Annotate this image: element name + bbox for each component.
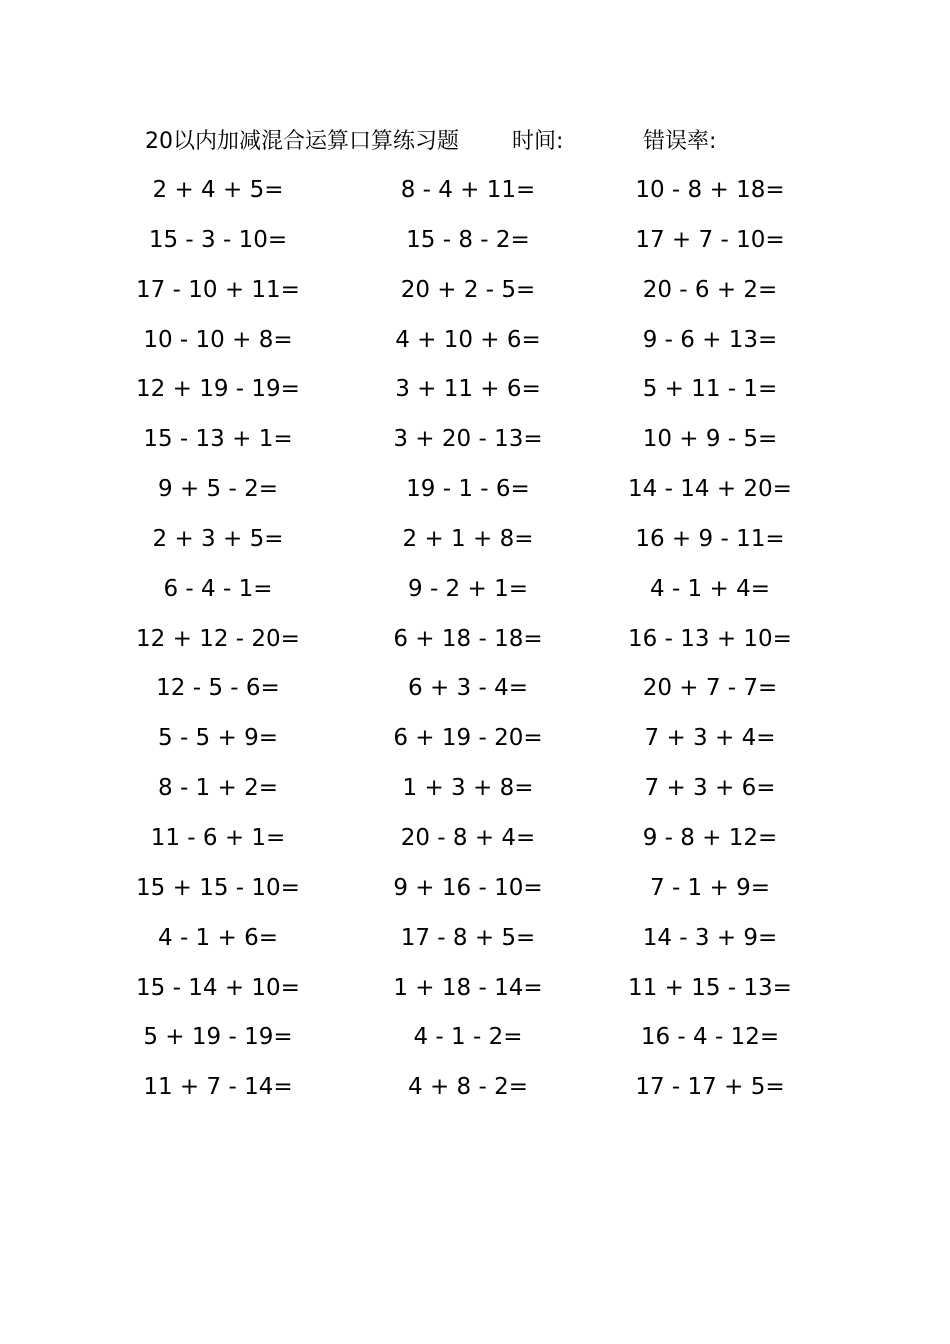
problem-row	[0, 316, 950, 366]
problem-row	[0, 914, 950, 964]
arithmetic-problem: 15 - 14 + 10=	[136, 974, 300, 1001]
arithmetic-problem: 9 - 6 + 13=	[642, 326, 778, 353]
problem-row	[0, 615, 950, 665]
arithmetic-problem: 4 - 1 + 4=	[650, 575, 770, 602]
problem-row	[0, 1063, 950, 1113]
arithmetic-problem: 6 + 3 - 4=	[408, 675, 528, 702]
arithmetic-problem: 9 + 16 - 10=	[393, 874, 543, 901]
problem-row	[0, 216, 950, 266]
arithmetic-problem: 4 + 10 + 6=	[395, 326, 541, 353]
arithmetic-problem: 17 - 10 + 11=	[136, 276, 300, 303]
arithmetic-problem: 6 - 4 - 1=	[163, 575, 273, 602]
arithmetic-problem: 11 - 6 + 1=	[150, 824, 286, 851]
arithmetic-problem: 20 - 8 + 4=	[400, 824, 536, 851]
problem-row	[0, 1013, 950, 1063]
time-label: 时间:	[512, 129, 564, 154]
arithmetic-problem: 17 + 7 - 10=	[635, 226, 785, 253]
arithmetic-problem: 8 - 1 + 2=	[158, 775, 278, 802]
arithmetic-problem: 20 + 2 - 5=	[400, 276, 536, 303]
arithmetic-problem: 14 - 3 + 9=	[642, 924, 778, 951]
problem-row	[0, 714, 950, 764]
problem-row	[0, 415, 950, 465]
arithmetic-problem: 3 + 20 - 13=	[393, 426, 543, 453]
arithmetic-problem: 10 - 8 + 18=	[635, 177, 785, 203]
problem-row	[0, 465, 950, 515]
arithmetic-problem: 15 - 3 - 10=	[148, 226, 288, 253]
error-rate-label: 错误率:	[643, 129, 717, 154]
problem-row	[0, 814, 950, 864]
arithmetic-problem: 8 - 4 + 11=	[400, 177, 536, 203]
problem-row	[0, 664, 950, 714]
arithmetic-problem: 3 + 11 + 6=	[395, 376, 541, 403]
arithmetic-problem: 15 + 15 - 10=	[136, 874, 300, 901]
arithmetic-problem: 10 + 9 - 5=	[642, 426, 778, 453]
arithmetic-problem: 7 + 3 + 6=	[644, 775, 776, 802]
arithmetic-problem: 12 + 12 - 20=	[136, 625, 300, 652]
problem-row	[0, 166, 950, 216]
arithmetic-problem: 9 + 5 - 2=	[158, 476, 278, 503]
arithmetic-problem: 4 - 1 - 2=	[413, 1024, 523, 1051]
arithmetic-problem: 20 + 7 - 7=	[642, 675, 778, 702]
arithmetic-problem: 6 + 19 - 20=	[393, 725, 543, 752]
problem-row	[0, 764, 950, 814]
arithmetic-problem: 12 + 19 - 19=	[136, 376, 300, 403]
problem-row	[0, 565, 950, 615]
arithmetic-problem: 17 - 8 + 5=	[400, 924, 536, 951]
problem-row	[0, 365, 950, 415]
arithmetic-problem: 7 + 3 + 4=	[644, 725, 776, 752]
arithmetic-problem: 16 + 9 - 11=	[635, 525, 785, 552]
arithmetic-problem: 9 - 8 + 12=	[642, 824, 778, 851]
arithmetic-problem: 20 - 6 + 2=	[642, 276, 778, 303]
arithmetic-problem: 15 - 13 + 1=	[143, 426, 293, 453]
problem-grid	[0, 166, 950, 1113]
worksheet-title: 20以内加减混合运算口算练习题	[145, 129, 459, 154]
arithmetic-problem: 10 - 10 + 8=	[143, 326, 293, 353]
problem-row	[0, 266, 950, 316]
arithmetic-problem: 7 - 1 + 9=	[650, 874, 770, 901]
arithmetic-problem: 2 + 4 + 5=	[152, 177, 284, 203]
arithmetic-problem: 6 + 18 - 18=	[393, 625, 543, 652]
arithmetic-problem: 11 + 7 - 14=	[143, 1074, 293, 1101]
arithmetic-problem: 5 - 5 + 9=	[158, 725, 278, 752]
arithmetic-problem: 19 - 1 - 6=	[406, 476, 530, 503]
arithmetic-problem: 14 - 14 + 20=	[628, 476, 792, 503]
problem-row	[0, 964, 950, 1014]
arithmetic-problem: 16 - 13 + 10=	[628, 625, 792, 652]
arithmetic-problem: 11 + 15 - 13=	[628, 974, 792, 1001]
arithmetic-problem: 4 - 1 + 6=	[158, 924, 278, 951]
worksheet-header	[145, 122, 845, 162]
arithmetic-problem: 15 - 8 - 2=	[406, 226, 530, 253]
arithmetic-problem: 1 + 3 + 8=	[402, 775, 534, 802]
arithmetic-problem: 9 - 2 + 1=	[408, 575, 528, 602]
arithmetic-problem: 2 + 1 + 8=	[402, 525, 534, 552]
arithmetic-problem: 2 + 3 + 5=	[152, 525, 284, 552]
problem-row	[0, 515, 950, 565]
arithmetic-problem: 4 + 8 - 2=	[408, 1074, 528, 1101]
problem-row	[0, 864, 950, 914]
arithmetic-problem: 12 - 5 - 6=	[156, 675, 280, 702]
arithmetic-problem: 5 + 19 - 19=	[143, 1024, 293, 1051]
arithmetic-problem: 17 - 17 + 5=	[635, 1074, 785, 1101]
arithmetic-problem: 16 - 4 - 12=	[640, 1024, 780, 1051]
arithmetic-problem: 5 + 11 - 1=	[642, 376, 778, 403]
arithmetic-problem: 1 + 18 - 14=	[393, 974, 543, 1001]
